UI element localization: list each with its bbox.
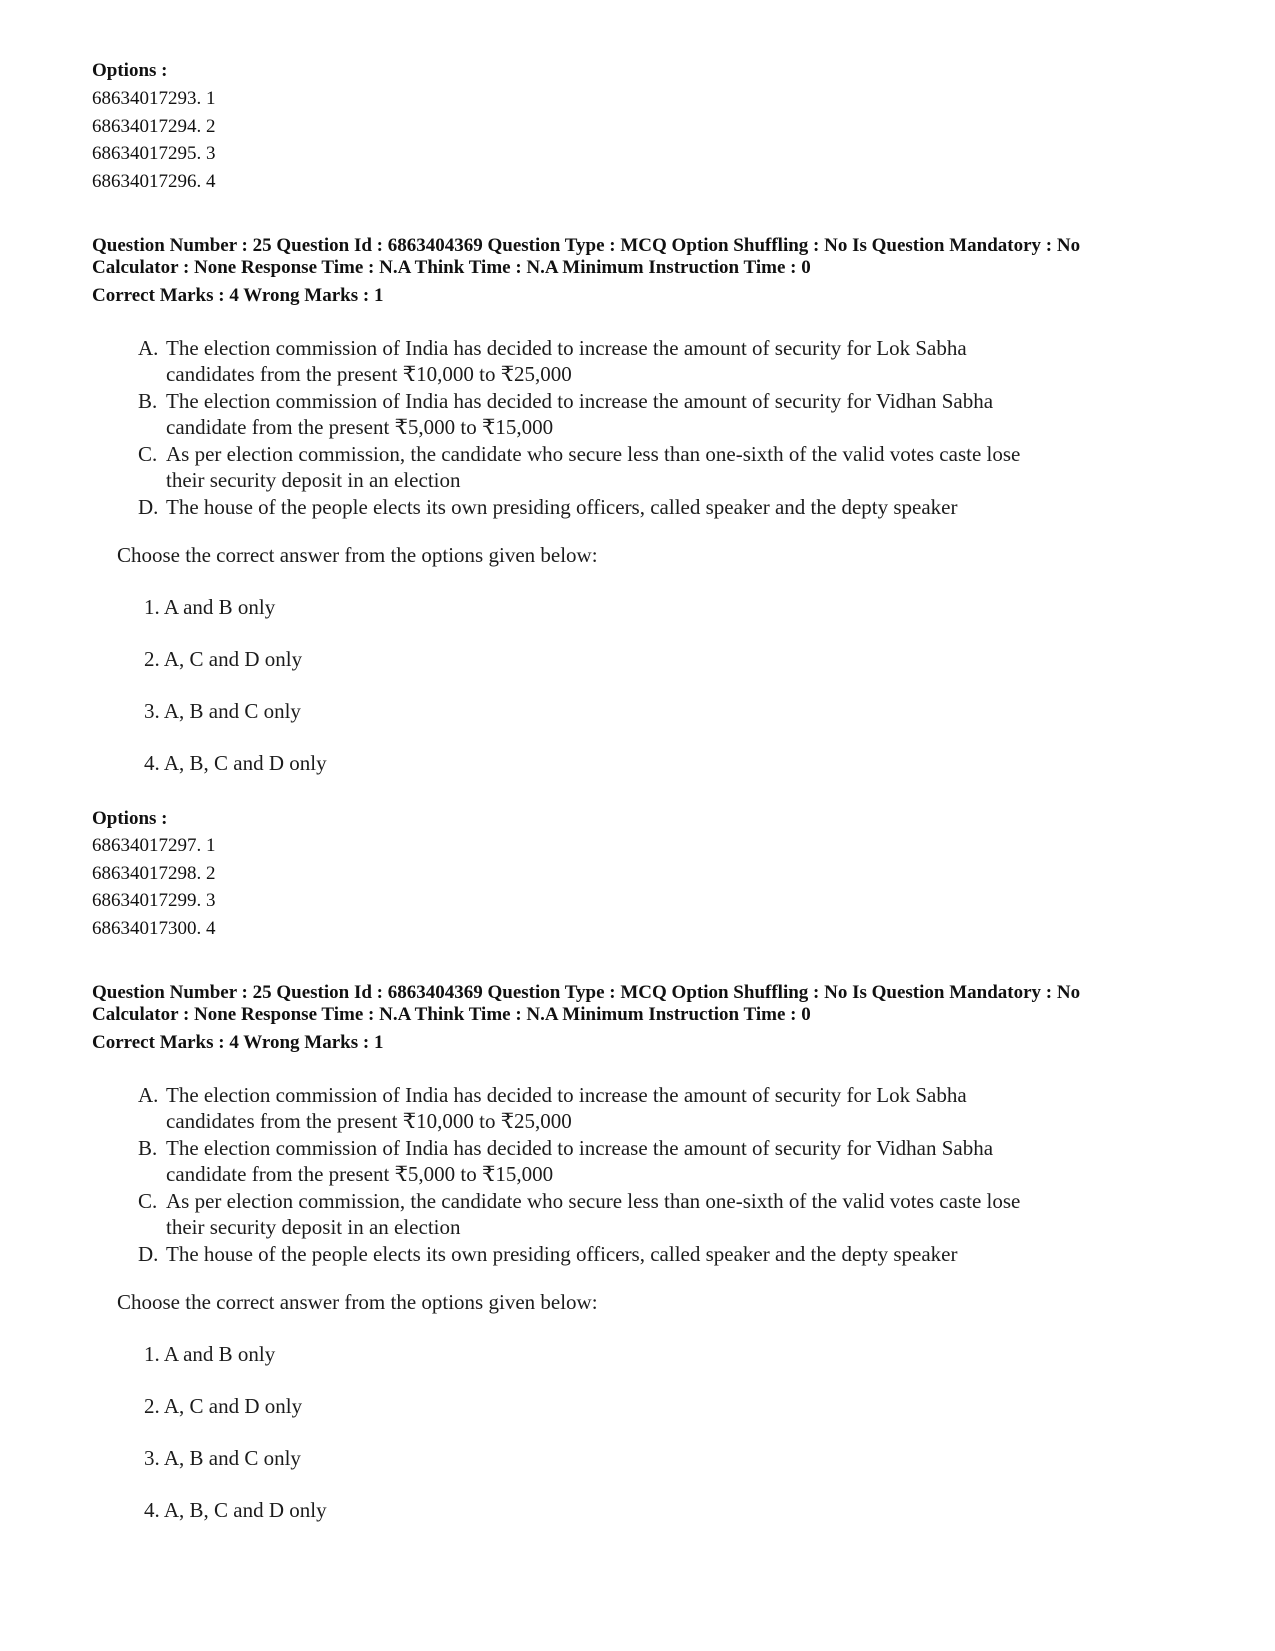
statement-item (138, 388, 993, 440)
statement-text: The election commission of India has decided to increase the amount of security for Vidhan Sabha (166, 389, 994, 413)
statement-text: As per election commission, the candidate who secure less than one-sixth of the valid votes caste lose (166, 1189, 1021, 1213)
statement-letter: C. (138, 1189, 158, 1213)
statement-text: The house of the people elects its own presiding officers, called speaker and the depty speaker (166, 495, 958, 519)
statement-text: The election commission of India has decided to increase the amount of security for Lok Sabha (166, 1083, 967, 1107)
statement-item (138, 1135, 993, 1187)
statement-letter: A. (138, 336, 159, 360)
statement-item (138, 494, 958, 520)
option-item: 68634017298. 2 (92, 863, 216, 884)
statement-text: As per election commission, the candidate who secure less than one-sixth of the valid votes caste lose (166, 442, 1021, 466)
question-marks: Correct Marks : 4 Wrong Marks : 1 (92, 285, 384, 306)
choose-instruction: Choose the correct answer from the options given below: (117, 543, 598, 567)
answer-choice: 1. A and B only (144, 595, 276, 619)
statement-text: candidate from the present ₹5,000 to ₹15,000 (166, 415, 554, 439)
options-heading: Options : (92, 808, 168, 829)
statement-text: The election commission of India has decided to increase the amount of security for Lok Sabha (166, 336, 967, 360)
statement-text: The election commission of India has decided to increase the amount of security for Vidhan Sabha (166, 1136, 994, 1160)
answer-choice: 2. A, C and D only (144, 647, 303, 671)
statement-letter: A. (138, 1083, 159, 1107)
option-item: 68634017295. 3 (92, 143, 216, 164)
options-heading: Options : (92, 60, 168, 81)
option-item: 68634017294. 2 (92, 116, 216, 137)
choose-instruction: Choose the correct answer from the options given below: (117, 1290, 598, 1314)
question-marks: Correct Marks : 4 Wrong Marks : 1 (92, 1032, 384, 1053)
answer-choice: 4. A, B, C and D only (144, 751, 327, 775)
statement-text: candidates from the present ₹10,000 to ₹25,000 (166, 1109, 572, 1133)
answer-choice: 3. A, B and C only (144, 1446, 301, 1470)
statement-text: candidate from the present ₹5,000 to ₹15,000 (166, 1162, 554, 1186)
question-meta: Calculator : None Response Time : N.A Think Time : N.A Minimum Instruction Time : 0 (92, 257, 811, 278)
statement-text: their security deposit in an election (166, 1215, 461, 1239)
question-meta: Question Number : 25 Question Id : 6863404369 Question Type : MCQ Option Shuffling : No Is Question Mandatory : No (92, 235, 1081, 256)
answer-choice: 4. A, B, C and D only (144, 1498, 327, 1522)
statement-letter: B. (138, 1136, 158, 1160)
statement-text: candidates from the present ₹10,000 to ₹25,000 (166, 362, 572, 386)
statement-text: The house of the people elects its own presiding officers, called speaker and the depty speaker (166, 1242, 958, 1266)
statement-item (138, 1241, 958, 1267)
statement-letter: D. (138, 495, 159, 519)
statement-item (138, 1082, 967, 1134)
option-item: 68634017296. 4 (92, 171, 216, 192)
option-item: 68634017300. 4 (92, 918, 216, 939)
statement-letter: B. (138, 389, 158, 413)
statement-item (138, 1188, 1020, 1240)
answer-choice: 1. A and B only (144, 1342, 276, 1366)
statement-item (138, 441, 1020, 493)
answer-choice: 2. A, C and D only (144, 1394, 303, 1418)
option-item: 68634017299. 3 (92, 890, 216, 911)
question-meta: Question Number : 25 Question Id : 6863404369 Question Type : MCQ Option Shuffling : No Is Question Mandatory : No (92, 982, 1081, 1003)
answer-choice: 3. A, B and C only (144, 699, 301, 723)
statement-text: their security deposit in an election (166, 468, 461, 492)
option-item: 68634017297. 1 (92, 835, 216, 856)
statement-letter: D. (138, 1242, 159, 1266)
statement-item (138, 335, 967, 387)
option-item: 68634017293. 1 (92, 88, 216, 109)
statement-letter: C. (138, 442, 158, 466)
question-meta: Calculator : None Response Time : N.A Think Time : N.A Minimum Instruction Time : 0 (92, 1004, 811, 1025)
